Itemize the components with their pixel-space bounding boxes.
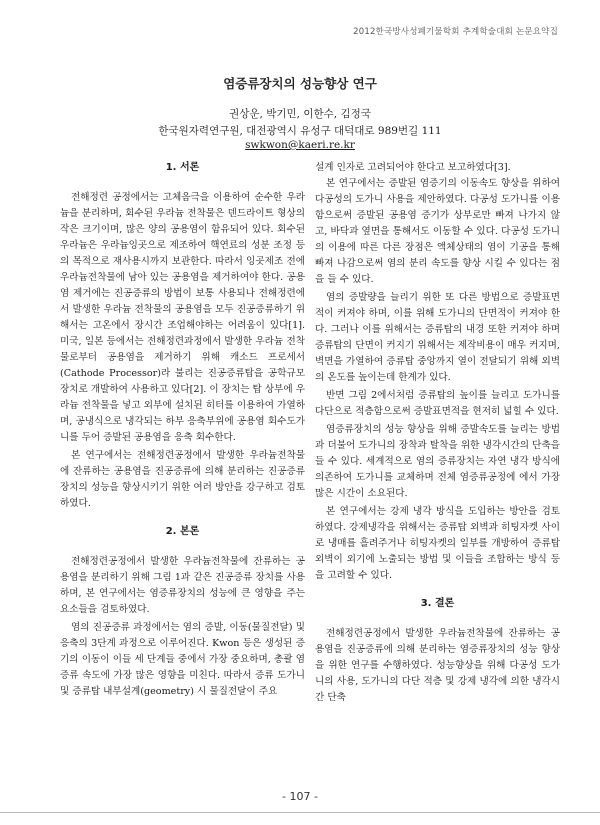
intro-paragraph-1: 전해정련 공정에서는 고체음극을 이용하여 순수한 우라늄을 분리하며, 회수된 우라늄 전착물은 덴드라이트 형상의 작은 크기이며, 많은 양의 공용염이 함유되어 있다. 회수된 우라늄은 우라늄잉곳으로 제조하여 핵연료의 성분 조정 등의 목적으로 재사용시까지 보관한다. 따라서 잉곳제조 전에 우라늄전착물에 남아 있는 공용염을 제거하여야 한다. 공용염 제거에는 진공증류의 방법이 보통 사용되나 전해정련에서 발생한 우라늄 전착물의 공용염을 모두 진공증류하기 위해서는 고온에서 장시간 조업해야하는 어려움이 있다[1]. 미국, 일본 등에서는 전해정련과정에서 발생한 우라늄 전착물로부터 공용염을 제거하기 위해 캐소드 프로세서(Cathode Processor)라 불리는 진공증류탑을 공학규모 장치로 개발하여 사용하고 있다[2]. 이 장치는 탑 상부에 우라늄 전착물을 넣고 외부에 설치된 히터를 이용하여 가열하며, 공냉식으로 냉각되는 하부 응축부위에 공용염 회수도가니를 두어 증발된 공용염을 응축 회수한다.	[60, 192, 305, 443]
body-paragraph-6: 염증류장치의 성능 향상을 위해 증발속도를 늘리는 방법과 더불어 도가니의 장착과 탈착을 위한 냉각시간의 단축을 들 수 있다. 세계적으로 염의 증류장치는 자연 냉각 방식에 의존하여 도가니를 교체하며 전체 염증류공정에 에서 가장 많은 시간이 소요된다.	[315, 424, 560, 499]
running-header: 2012한국방사성폐기물학회 추계학술대회 논문요약집	[353, 27, 558, 37]
body-paragraph-2: 염의 진공증류 과정에서는 염의 증발, 이동(물질전달) 및 응축의 3단계 과정으로 이루어진다. Kwon 등은 생성된 증기의 이동이 이들 세 단계들 중에서 가장 중요하며, 총괄 염증류 속도에 가장 많은 영향을 미친다. 따라서 증류 도가니 및 증류탑 내부설계(geometry) 시 물질전달이 주요	[60, 622, 305, 697]
intro-paragraph-2: 본 연구에서는 전해정련공정에서 발생한 우라늄전착물에 잔류하는 공용염을 진공증류에 의해 분리하는 진공증류장치의 성능을 향상시키기 위한 여러 방안을 강구하고 검토하였다.	[60, 450, 305, 509]
body-paragraph-5: 반면 그림 2에서처럼 증류탑의 높이를 늘리고 도가니를 다단으로 적층함으로써 증발표면적을 현저히 넓힐 수 있다.	[315, 390, 560, 417]
section-heading-introduction: 1. 서론	[165, 162, 200, 173]
section-heading-main-body: 2. 본론	[165, 526, 200, 537]
body-paragraph-2-continued: 설계 인자로 고려되어야 한다고 보고하였다[3].	[315, 162, 511, 173]
left-column	[60, 160, 305, 700]
section-heading-conclusion: 3. 결론	[420, 598, 455, 609]
paper-email-line	[0, 139, 600, 151]
right-column	[315, 160, 560, 706]
paper-title: 염증류장치의 성능향상 연구	[223, 76, 377, 91]
body-paragraph-7: 본 연구에서는 강제 냉각 방식을 도입하는 방안을 검토하였다. 강제냉각을 위해서는 증류탑 외벽과 히팅자켓 사이로 냉매를 흘려주거나 히팅자켓의 일부를 개방하여 증류탑 외벽이 외기에 노출되는 방법 및 이들을 조합하는 방식 등을 고려할 수 있다.	[315, 506, 560, 581]
page-number: - 107 -	[282, 790, 318, 803]
body-paragraph-4: 염의 증발량을 늘리기 위한 또 다른 방법으로 증발표면적이 커져야 하며, 이를 위해 도가니의 단면적이 커져야 한다. 그러나 이를 위해서는 증류탑의 내경 또한 커져야 하며 증류탑의 단면이 커지기 위해서는 제작비용이 매우 커지며, 벽면을 가열하여 증류탑 중앙까지 열이 전달되기 위해 외벽의 온도를 높이는데 한계가 있다.	[315, 292, 560, 383]
body-paragraph-3: 본 연구에서는 증발된 염증기의 이동속도 향상을 위하여 다공성의 도가니 사용을 제안하였다. 다공성 도가니를 이용함으로써 증발된 공용염 증기가 상부로만 빠져 나가지 않고, 바닥과 옆면을 통해서도 이동할 수 있다. 다공성 도가니의 이용에 따른 다른 장점은 액체상태의 염이 기공을 통해 빠져 나감으로써 염의 분리 속도를 향상 시킬 수 있다는 점을 들 수 있다.	[315, 178, 560, 285]
body-paragraph-1: 전해정련공정에서 발생한 우라늄전착물에 잔류하는 공용염을 분리하기 위해 그림 1과 같은 진공증류 장치를 사용하며, 본 연구에서는 염증류장치의 성능에 큰 영향을 주는 요소들을 검토하였다.	[60, 556, 305, 615]
paper-email-link[interactable]: swkwon@kaeri.re.kr	[245, 139, 355, 151]
paper-authors: 권상운, 박기민, 이한수, 김정국	[229, 108, 371, 120]
conclusion-paragraph-1: 전해정련공정에서 발생한 우라늄전착물에 잔류하는 공용염을 진공증류에 의해 분리하는 염증류장치의 성능 향상을 위한 연구를 수행하였다. 성능향상을 위해 다공성 도가니의 사용, 도가니의 다단 적층 및 강제 냉각에 의한 냉각시간 단축	[315, 628, 560, 703]
paper-affiliation: 한국원자력연구원, 대전광역시 유성구 대덕대로 989번길 111	[158, 125, 442, 137]
footer-rule	[0, 812, 600, 813]
